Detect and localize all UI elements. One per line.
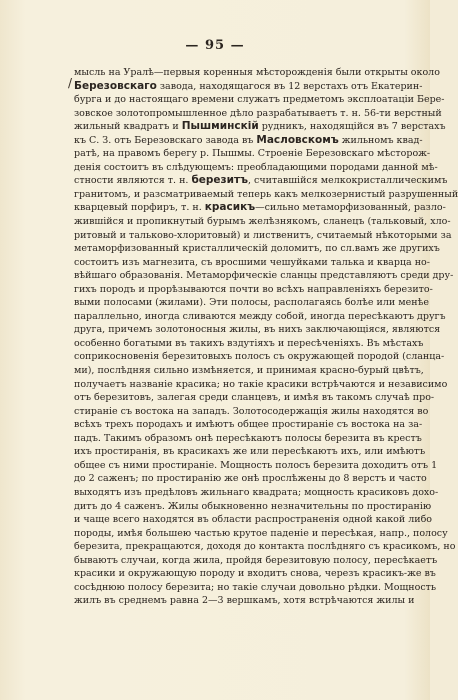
text-line [74,283,433,297]
text-segment: бурга и до настоящаго времени служатъ предметомъ эксплоатаціи Бере- [74,94,445,106]
text-line [74,594,415,608]
text-line [74,188,458,202]
text-line [74,93,445,107]
text-segment: общее съ ними простираніе. Мощность полосъ березита доходитъ отъ 1 [74,459,438,471]
text-segment: выходятъ изъ предѣловъ жильнаго квадрата; мощность красиковъ дохо- [74,486,439,498]
bold-term: Пышминскій [181,120,259,133]
text-segment: березита, прекращаются, доходя до контакта послѣдняго съ красикомъ, но [74,541,456,553]
text-segment: кварцевый порфиръ, т. н. [74,202,205,214]
text-segment: сосѣднюю полосу березита; но такіе случаи довольно рѣдки. Мощность [74,581,437,593]
text-segment: гихъ породъ и прорѣзываются почти во всѣхъ направленіяхъ березито- [74,283,433,295]
text-line [74,472,427,486]
text-line [74,364,424,378]
text-line [74,174,448,188]
text-line [74,554,438,568]
text-line [74,500,432,514]
text-line [74,215,451,229]
text-segment: жившійся и пропикнутый бурымъ желѣзнякомъ, сланецъ (тальковый, хло- [74,216,451,228]
text-segment: жильномъ квад- [338,134,423,146]
bold-term: березитъ [191,174,248,187]
text-segment: ратѣ, на правомъ берегу р. Пышмы. Строеніе Березовскаго мѣсторож- [74,148,431,160]
text-line [74,323,441,337]
text-line [74,161,438,175]
text-segment: жилъ въ среднемъ равна 2—3 вершкамъ, хотя встрѣчаются жилы и [74,595,415,607]
text-line [74,242,440,256]
text-segment: —сильно метаморфизованный, разло- [255,202,446,214]
text-segment: мысль на Уралѣ—первыя коренныя мѣсторожденія были открыты около [74,67,440,78]
text-segment: выми полосами (жилами). Эти полосы, располагаясь болѣе или менѣе [74,297,429,309]
bold-term: Березовскаго [74,79,157,92]
text-segment: состоитъ изъ магнезита, съ вросшими чешуйками талька и кварца но- [74,256,430,268]
text-line [74,581,437,595]
text-segment: гранитомъ, и разсматриваемый теперь какъ мелкозернистый разрушенный [74,188,458,200]
text-segment: ритовый и тальково-хлоритовый) и лиственитъ, считаемый нѣкоторыми за [74,229,452,241]
bold-term: Масловскомъ [256,133,339,146]
text-segment: всѣхъ трехъ породахъ и имѣютъ общее простираніе съ востока на за- [74,419,423,431]
text-line [74,337,424,351]
text-segment: ми), послѣдняя сильно измѣняется, и принимая красно-бурый цвѣтъ, [74,365,424,377]
text-line [74,201,446,215]
text-segment: жильный квадратъ и [74,121,182,133]
text-segment: метаморфизованный кристаллическій доломитъ, по сл.вамъ же другихъ [74,243,440,255]
text-line [74,378,448,392]
text-line [74,527,448,541]
text-line [74,513,433,527]
text-segment: породы, имѣя большею частью крутое паденіе и пересѣкая, напр., полосу [74,527,448,539]
margin-mark: / [68,76,73,90]
text-line [74,310,446,324]
text-line [74,350,445,364]
page-number: — 95 — [185,38,245,53]
text-segment: завода, находящагося въ 12 верстахъ отъ Екатерин- [156,80,423,92]
text-segment: красики и окружающую породу и входитъ снова, черезъ красикъ-же въ [74,568,436,580]
text-segment: зовское золотопромышленное дѣло разрабатываетъ т. н. 56-ти верстный [74,107,442,119]
text-line [74,418,423,432]
text-segment: рудникъ, находящійся въ 7 верстахъ [258,121,446,133]
body-text [74,66,458,608]
text-line [74,66,440,80]
text-segment: соприкосновенія березитовыхъ полосъ съ окружающей породой (сланца- [74,351,445,363]
text-segment: дитъ до 4 саженъ. Жилы обыкновенно незначительны по простиранію [74,500,432,512]
text-segment: стности являются т. н. [74,175,192,187]
text-line [74,133,423,148]
text-line [74,459,438,473]
text-line [74,486,439,500]
text-line [74,405,429,419]
text-segment: отъ березитовъ, залегая среди сланцевъ, и имѣя въ такомъ случаѣ про- [74,392,435,404]
text-line [74,107,442,121]
text-segment: падъ. Такимъ образомъ онѣ пересѣкаютъ полосы березита въ крестъ [74,432,422,444]
text-line [74,540,456,554]
text-line [74,296,429,310]
text-segment: получаетъ названіе красика; но такіе красики встрѣчаются и независимо [74,378,448,390]
text-segment: бываютъ случаи, когда жила, пройдя березитовую полосу, пересѣкаетъ [74,554,438,566]
text-segment: ихъ простиранія, въ красикахъ же или пересѣкаютъ ихъ, или имѣютъ [74,446,426,458]
text-segment: и чаще всего находятся въ области распространенія одной какой либо [74,514,433,526]
text-line [74,256,430,270]
text-line [74,432,422,446]
text-line [74,147,431,161]
text-segment: денія состоитъ въ слѣдующемъ: преобладающими породами данной мѣ- [74,161,438,173]
bold-term: красикъ [204,201,256,214]
text-segment: параллельно, иногда сливаются между собой, иногда пересѣкаютъ другъ [74,310,446,322]
text-segment: , считавшійся мелкокристаллическимъ [247,175,448,187]
text-line [74,269,454,283]
text-segment: особенно богатыми въ такихъ вздутіяхъ и пересѣченіяхъ. Въ мѣстахъ [74,337,424,349]
text-segment: къ С. З. отъ Березовскаго завода въ [74,134,257,146]
text-line [74,567,436,581]
text-line [74,229,452,243]
text-line [74,79,423,94]
text-segment: стираніе съ востока на западъ. Золотосодержащія жилы находятся во [74,405,429,417]
text-line [74,120,446,134]
text-line [74,391,435,405]
text-segment: до 2 саженъ; по простиранію же онѣ прослѣжены до 8 верстъ и часто [74,473,427,485]
text-segment: друга, причемъ золотоносныя жилы, въ нихъ заключающіяся, являются [74,324,441,336]
text-segment: вѣйшаго образованія. Метаморфическіе сланцы представляютъ среди дру- [74,270,454,282]
text-line [74,445,426,459]
